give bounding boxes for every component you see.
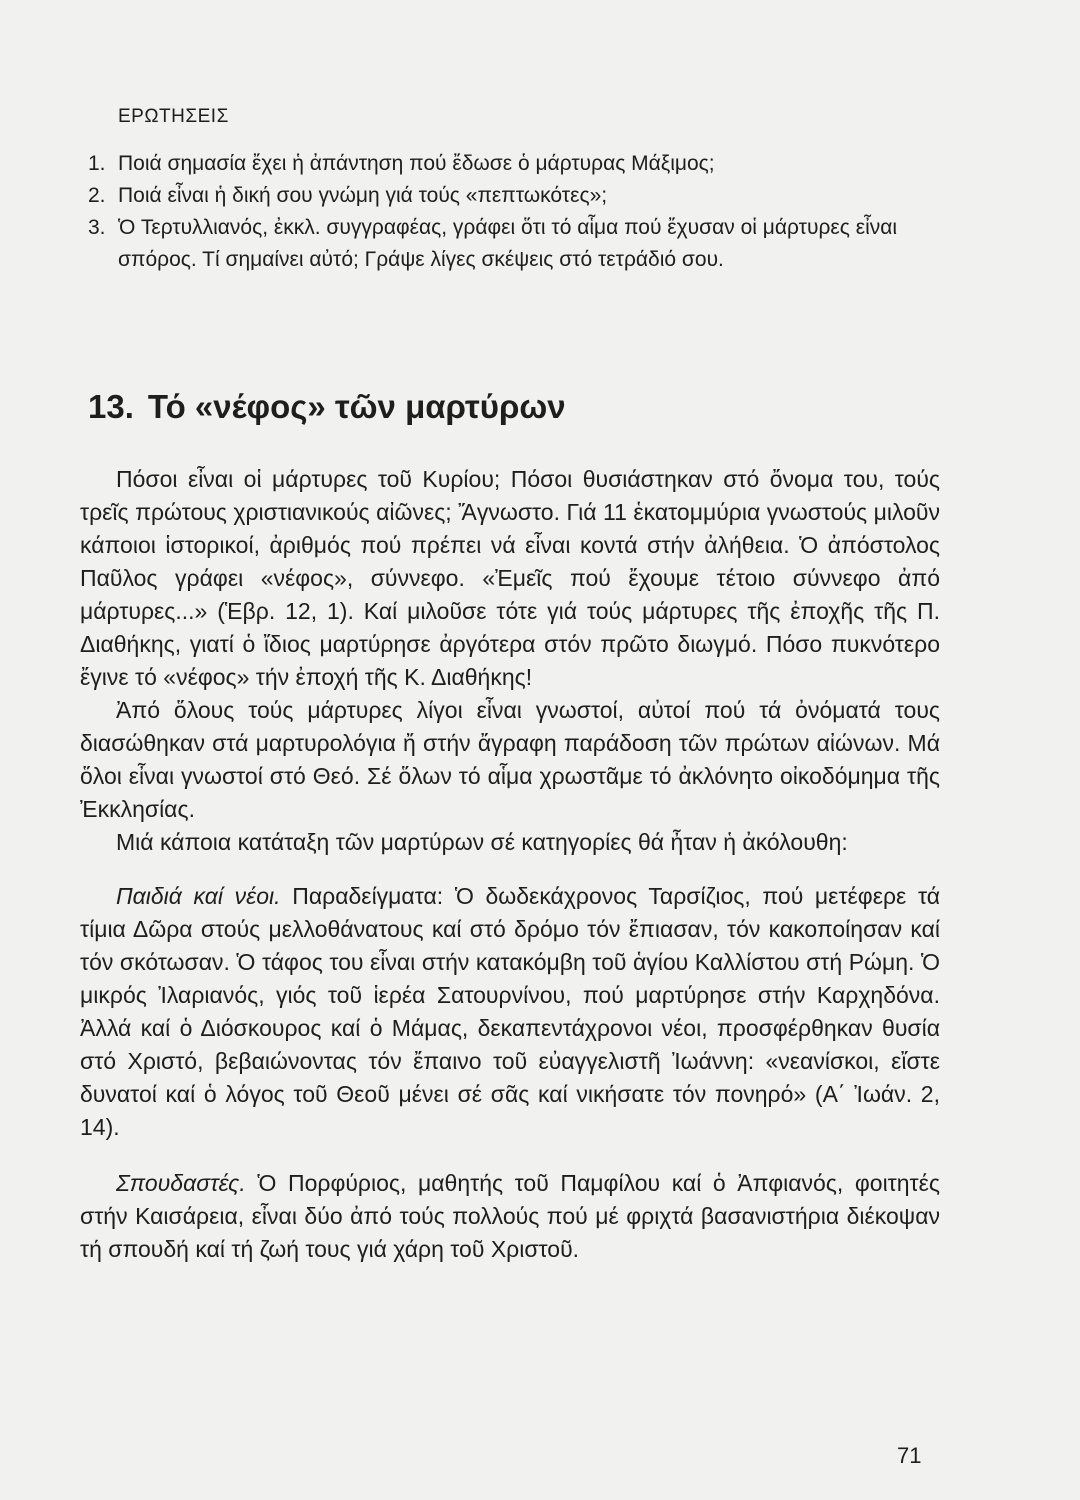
category-label: Σπουδαστές. <box>116 1170 246 1196</box>
question-item <box>88 180 948 212</box>
page-number: 71 <box>897 1443 922 1468</box>
question-item <box>88 148 948 180</box>
paragraph-text: Παραδείγματα: Ὁ δωδεκάχρονος Ταρσίζιος, πού μετέφερε τά τίμια Δῶρα στούς μελλοθάνατους καί στό δρόμο τόν ἔπιασαν, τόν κακοποίησαν καί τόν σκότωσαν. Ὁ τάφος του εἶναι στήν κατακόμβη τοῦ ἁγίου Καλλίστου στή Ρώμη. Ὁ μικρός Ἰλαριανός, γιός τοῦ ἱερέα Σατουρνίνου, πού μαρτύρησε στήν Καρχηδόνα. Ἀλλά καί ὁ Διόσκουρος καί ὁ Μάμας, δεκαπεντάχρονοι νέοι, προσφέρθηκαν θυσία στό Χριστό, βεβαιώνοντας τόν ἔπαινο τοῦ εὐαγγελιστῆ Ἰωάννη: «νεανίσκοι, εἴστε δυνατοί καί ὁ λόγος τοῦ Θεοῦ μένει σέ σᾶς καί νικήσατε τόν πονηρό» (Α΄ Ἰωάν. 2, 14). <box>80 883 940 1140</box>
paragraph <box>80 880 940 1144</box>
question-text: Ὁ Τερτυλλιανός, ἐκκλ. συγγραφέας, γράφει ὅτι τό αἷμα πού ἔχυσαν οἱ μάρτυρες εἶναι σπόρος. Τί σημαίνει αὐτό; Γράψε λίγες σκέψεις στό τετράδιό σου. <box>118 216 898 271</box>
question-item <box>88 212 948 276</box>
question-number: 2. <box>88 184 106 207</box>
paragraph: Μιά κάποια κατάταξη τῶν μαρτύρων σέ κατηγορίες θά ἦταν ἡ ἀκόλουθη: <box>116 829 848 855</box>
questions-heading: ΕΡΩΤΗΣΕΙΣ <box>118 106 229 127</box>
section-title <box>88 388 566 426</box>
question-number: 3. <box>88 216 106 239</box>
category-label: Παιδιά καί νέοι. <box>116 883 281 909</box>
section-title-text: Τό «νέφος» τῶν μαρτύρων <box>147 388 566 425</box>
body-text <box>80 463 940 1266</box>
question-text: Ποιά σημασία ἔχει ἡ ἀπάντηση πού ἔδωσε ὁ μάρτυρας Μάξιμος; <box>118 152 715 175</box>
paragraph <box>80 1167 940 1266</box>
question-text: Ποιά εἶναι ἡ δική σου γνώμη γιά τούς «πεπτωκότες»; <box>118 184 608 207</box>
paragraph: Πόσοι εἶναι οἱ μάρτυρες τοῦ Κυρίου; Πόσοι θυσιάστηκαν στό ὄνομα του, τούς τρεῖς πρώτους χριστιανικούς αἰῶνες; Ἄγνωστο. Γιά 11 ἑκατομμύρια γνωστούς μιλοῦν κάποιοι ἱστορικοί, ἀριθμός πού πρέπει νά εἶναι κοντά στήν ἀλήθεια. Ὁ ἀπόστολος Παῦλος γράφει «νέφος», σύννεφο. «Ἐμεῖς πού ἔχουμε τέτοιο σύννεφο ἀπό μάρτυρες...» (Ἑβρ. 12, 1). Καί μιλοῦσε τότε γιά τούς μάρτυρες τῆς ἐποχῆς τῆς Π. Διαθήκης, γιατί ὁ ἴδιος μαρτύρησε ἀργότερα στόν πρῶτο διωγμό. Πόσο πυκνότερο ἔγινε τό «νέφος» τήν ἐποχή τῆς Κ. Διαθήκης! <box>80 466 940 690</box>
question-number: 1. <box>88 152 106 175</box>
paragraph-text: Ὁ Πορφύριος, μαθητής τοῦ Παμφίλου καί ὁ Ἀπφιανός, φοιτητές στήν Καισάρεια, εἶναι δύο ἀπό τούς πολλούς πού μέ φριχτά βασανιστήρια διέκοψαν τή σπουδή καί τή ζωή τους γιά χάρη τοῦ Χριστοῦ. <box>80 1170 940 1262</box>
paragraph: Ἀπό ὅλους τούς μάρτυρες λίγοι εἶναι γνωστοί, αὐτοί πού τά ὀνόματά τους διασώθηκαν στά μαρτυρολόγια ἤ στήν ἄγραφη παράδοση τῶν πρώτων αἰώνων. Μά ὅλοι εἶναι γνωστοί στό Θεό. Σέ ὅλων τό αἷμα χρωστᾶμε τό ἀκλόνητο οἰκοδόμημα τῆς Ἐκκλησίας. <box>80 697 940 822</box>
section-number: 13. <box>88 388 134 425</box>
questions-list <box>88 148 948 276</box>
